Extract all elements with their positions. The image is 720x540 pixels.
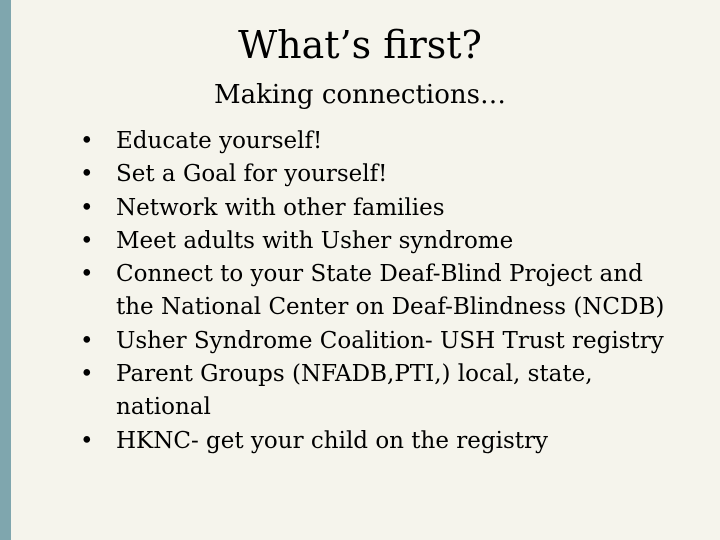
slide-title xyxy=(0,20,720,70)
list-item-text: Parent Groups (NFADB,PTI,) local, state, national xyxy=(116,361,593,421)
slide-subtitle xyxy=(0,77,720,113)
list-item xyxy=(80,425,680,458)
list-item xyxy=(80,125,680,158)
list-item-text: HKNC- get your child on the registry xyxy=(116,427,549,454)
list-item xyxy=(80,325,680,358)
bullet-icon: • xyxy=(80,194,94,221)
bullet-icon: • xyxy=(80,261,94,288)
bullet-icon: • xyxy=(80,128,94,154)
list-item xyxy=(80,192,680,225)
list-item-text: Network with other families xyxy=(116,194,445,221)
list-item-text: Usher Syndrome Coalition- USH Trust registry xyxy=(116,327,664,354)
list-item xyxy=(80,358,680,425)
list-item-text: Set a Goal for yourself! xyxy=(116,161,388,188)
bullet-icon: • xyxy=(80,161,94,188)
bullet-icon: • xyxy=(80,327,94,354)
slide-subtitle-text: Making connections… xyxy=(213,80,506,110)
list-item xyxy=(80,258,680,325)
bullet-icon: • xyxy=(80,361,94,388)
list-item xyxy=(80,225,680,258)
slide-title-text: What’s first? xyxy=(238,23,482,67)
list-item-text: Educate yourself! xyxy=(116,128,323,154)
bullet-list xyxy=(80,125,680,458)
list-item xyxy=(80,158,680,191)
bullet-icon: • xyxy=(80,427,94,454)
bullet-icon: • xyxy=(80,227,94,254)
list-item-text: Meet adults with Usher syndrome xyxy=(116,227,514,254)
list-item-text: Connect to your State Deaf-Blind Project and the National Center on Deaf-Blindness (NCDB) xyxy=(116,261,665,321)
